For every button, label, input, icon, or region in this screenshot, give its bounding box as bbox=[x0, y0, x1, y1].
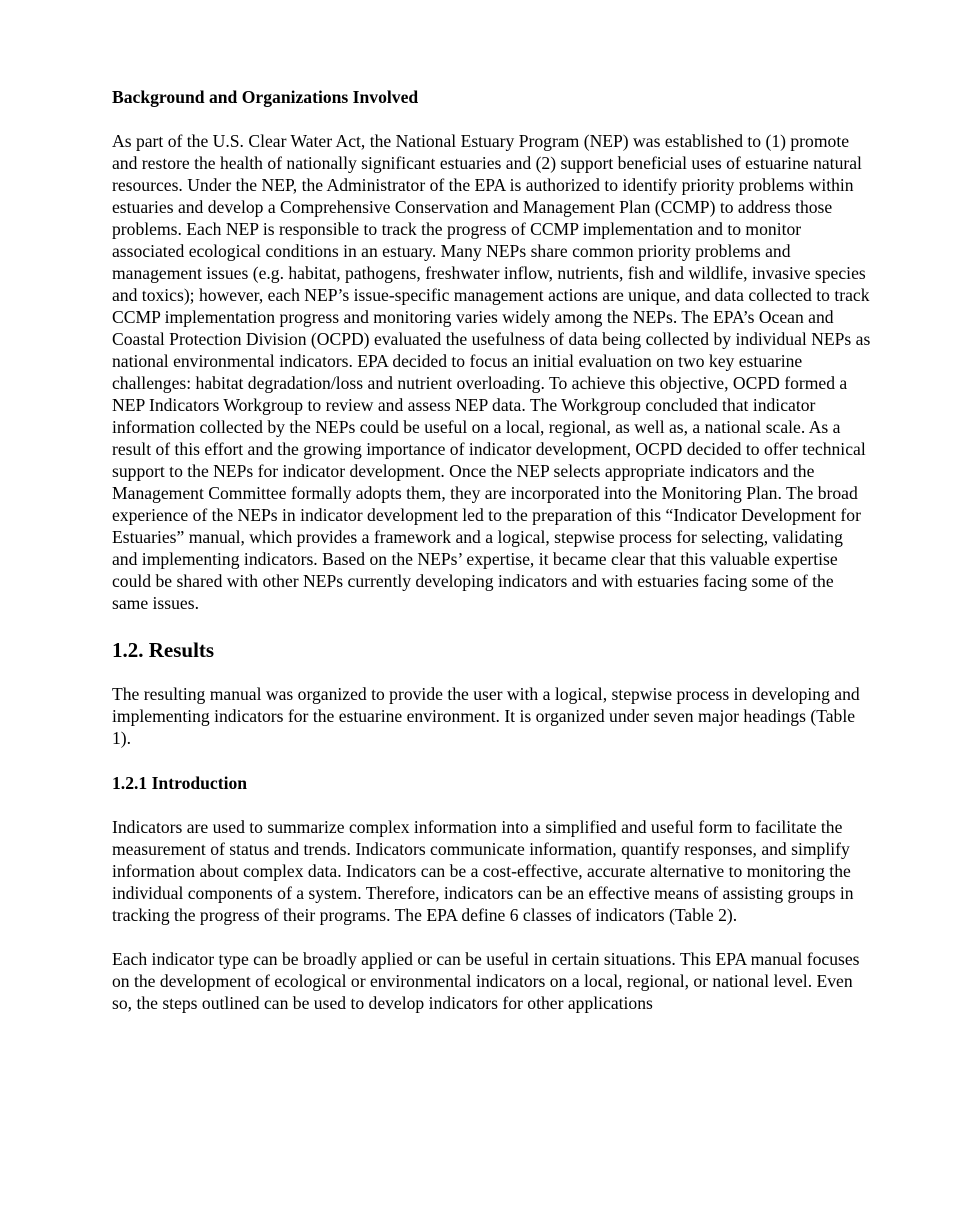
introduction-heading: 1.2.1 Introduction bbox=[112, 773, 248, 793]
introduction-paragraph-1: Indicators are used to summarize complex information into a simplified and useful form to facilitate the measurement of status and trends. Indicators communicate information, quantify responses, and simplify information about complex data. Indicators can be a cost-effective, accurate alternative to monitoring the individual components of a system. Therefore, indicators can be an effective means of assisting groups in tracking the progress of their programs. The EPA define 6 classes of indicators (Table 2). bbox=[112, 817, 854, 925]
introduction-paragraph-2: Each indicator type can be broadly applied or can be useful in certain situations. This EPA manual focuses on the development of ecological or environmental indicators on a local, regional, or national level. Even so, the steps outlined can be used to develop indicators for other applications bbox=[112, 949, 860, 1013]
results-heading: 1.2. Results bbox=[112, 638, 215, 662]
background-paragraph: As part of the U.S. Clear Water Act, the National Estuary Program (NEP) was established to (1) promote and restore the health of nationally significant estuaries and (2) support beneficial uses of estuarine natural resources. Under the NEP, the Administrator of the EPA is authorized to identify priority problems within estuaries and develop a Comprehensive Conservation and Management Plan (CCMP) to address those problems. Each NEP is responsible to track the progress of CCMP implementation and to monitor associated ecological conditions in an estuary. Many NEPs share common priority problems and management issues (e.g. habitat, pathogens, freshwater inflow, nutrients, fish and wildlife, invasive species and toxics); however, each NEP’s issue-specific management actions are unique, and data collected to track CCMP implementation progress and monitoring varies widely among the NEPs. The EPA’s Ocean and Coastal Protection Division (OCPD) evaluated the usefulness of data being collected by individual NEPs as national environmental indicators. EPA decided to focus an initial evaluation on two key estuarine challenges: habitat degradation/loss and nutrient overloading. To achieve this objective, OCPD formed a NEP Indicators Workgroup to review and assess NEP data. The Workgroup concluded that indicator information collected by the NEPs could be useful on a local, regional, as well as, a national scale. As a result of this effort and the growing importance of indicator development, OCPD decided to offer technical support to the NEPs for indicator development. Once the NEP selects appropriate indicators and the Management Committee formally adopts them, they are incorporated into the Monitoring Plan. The broad experience of the NEPs in indicator development led to the preparation of this “Indicator Development for Estuaries” manual, which provides a framework and a logical, stepwise process for selecting, validating and implementing indicators. Based on the NEPs’ expertise, it became clear that this valuable expertise could be shared with other NEPs currently developing indicators and with estuaries facing some of the same issues. bbox=[112, 131, 871, 613]
document-page bbox=[112, 86, 872, 1014]
background-heading: Background and Organizations Involved bbox=[112, 87, 419, 107]
results-paragraph: The resulting manual was organized to provide the user with a logical, stepwise process in developing and implementing indicators for the estuarine environment. It is organized under seven major headings (Table 1). bbox=[112, 684, 860, 748]
